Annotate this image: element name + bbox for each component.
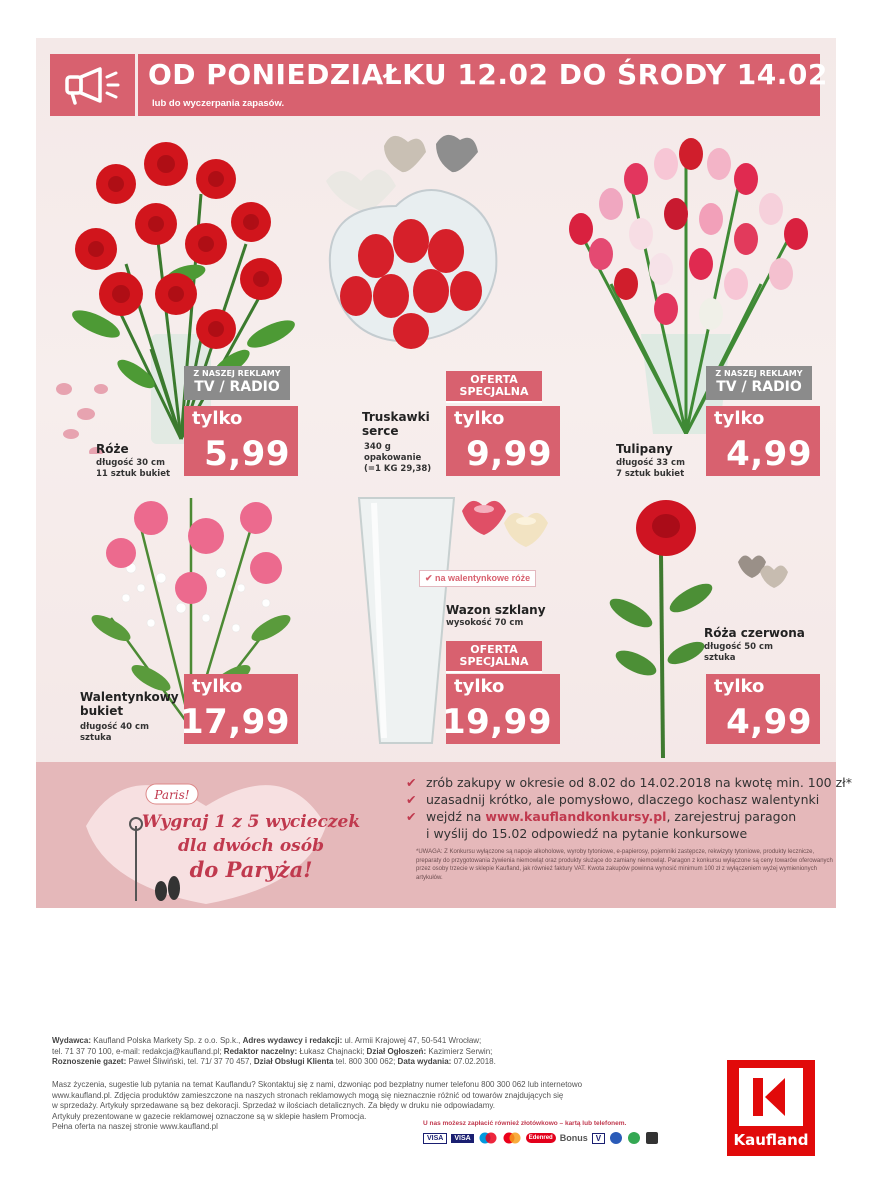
- price-value: 19,99: [441, 702, 552, 742]
- bonus-logo: Bonus: [559, 1133, 588, 1143]
- visa-logo: VISA: [423, 1133, 447, 1144]
- price-box: [179, 674, 298, 744]
- check-icon: ✔: [406, 775, 417, 790]
- price-label: tylko: [192, 408, 243, 429]
- strawberries-heart-image: [316, 126, 506, 366]
- kaufland-logo-mark: [739, 1068, 803, 1126]
- product-desc: długość 30 cm 11 sztuk bukiet: [96, 458, 171, 479]
- price-value: 5,99: [204, 434, 290, 474]
- product-name: Truskawki serce: [362, 410, 430, 438]
- megaphone-icon-box: [50, 54, 138, 116]
- product-name: Róże: [96, 442, 129, 456]
- price-label: tylko: [454, 408, 505, 429]
- payment-methods: [423, 1120, 708, 1160]
- product-desc: wysokość 70 cm: [446, 618, 524, 628]
- check-icon: ✔: [406, 809, 417, 824]
- v-pay-logo: V: [592, 1133, 605, 1144]
- payment-note: U nas możesz zapłacić również złotówkowo – kartą lub telefonem.: [423, 1120, 627, 1127]
- contest-rules: [406, 774, 852, 842]
- product-desc: długość 33 cm 7 sztuk bukiet: [616, 458, 685, 479]
- heart-candles-image: [454, 493, 554, 548]
- promo-dates-title: OD PONIEDZIAŁKU 12.02 DO ŚRODY 14.02: [148, 58, 828, 91]
- promo-dates-subtitle: lub do wyczerpania zapasów.: [152, 98, 285, 109]
- list-item: i wyślij do 15.02 odpowiedź na pytanie konkursowe: [426, 826, 748, 841]
- valentine-roses-note: ✔ na walentynkowe róże: [419, 570, 536, 587]
- kaufland-logo: [727, 1060, 815, 1156]
- product-name: Walentynkowy bukiet: [80, 690, 179, 718]
- price-box: [706, 406, 820, 476]
- price-box: [706, 674, 820, 744]
- price-box: [441, 674, 560, 744]
- mastercard-logo: [502, 1132, 522, 1144]
- contest-heading: Wygraj 1 z 5 wycieczek dla dwóch osób do Paryża!: [141, 812, 361, 882]
- megaphone-icon: [64, 65, 122, 105]
- product-desc: długość 40 cm sztuka: [80, 722, 149, 743]
- contest-fine-print: *UWAGA: Z Konkursu wyłączone są napoje alkoholowe, wyroby tytoniowe, e-papierosy, pojemniki zastępcze, rekwizyty tytoniowe, produkty lecznicze, preparaty do przygotowania żywienia niemowląt oraz produkty służące do zamiany niemowląt. Paragon z konkursu wyłączone są ceny towarów oferowanych przez osoby trzecie w sklepie Kaufland, jak również faktury VAT. Kwota zakupów powinna wynosić minimum 100 zł z wyłączeniem wyżej wymienionych artykułów.: [416, 849, 833, 881]
- stone-hearts-image: [734, 550, 796, 590]
- price-label: tylko: [192, 676, 243, 697]
- visa-logo: VISA: [451, 1134, 473, 1143]
- imprint: Wydawca: Kaufland Polska Markety Sp. z o.o. Sp.k., Adres wydawcy i redakcji: ul. Armii Krajowej 47, 50-541 Wrocław; tel. 71 37 70 100, e-mail: redakcja@kaufland.pl; Redaktor naczelny: Łukasz Chajnacki; Dział Ogłoszeń: Kazimierz Serwin; Roznoszenie gazet: Paweł Śliwiński, tel. 71/ 37 70 457, Dział Obsługi Klienta tel. 800 300 062; Data wydania: 07.02.2018.: [52, 1036, 496, 1066]
- product-name: Tulipany: [616, 442, 673, 456]
- sodexo-logo: [609, 1131, 623, 1145]
- price-box: [184, 406, 298, 476]
- paris-badge: Paris!: [154, 788, 190, 802]
- edenred-logo: Edenred: [526, 1133, 556, 1143]
- price-label: tylko: [714, 408, 765, 429]
- price-label: tylko: [454, 676, 505, 697]
- price-value: 17,99: [179, 702, 290, 742]
- kaufland-wordmark: Kaufland: [733, 1131, 809, 1149]
- header-banner: [50, 54, 828, 116]
- product-desc: 340 g opakowanie (=1 KG 29,38): [364, 442, 432, 474]
- kaufland-k-icon: [739, 1068, 803, 1126]
- tv-radio-tag: Z NASZEJ REKLAMY TV / RADIO: [184, 366, 290, 400]
- contest-url-link[interactable]: www.kauflandkonkursy.pl: [485, 809, 667, 824]
- apple-pay-logo: [645, 1131, 659, 1145]
- payment-logos: [423, 1131, 708, 1145]
- price-value: 9,99: [466, 434, 552, 474]
- product-name: Róża czerwona: [704, 626, 805, 640]
- list-item: ✔ wejdź na www.kauflandkonkursy.pl, zarejestruj paragon: [406, 809, 797, 824]
- special-offer-tag: OFERTA SPECJALNA: [446, 371, 542, 403]
- list-item: ✔ uzasadnij krótko, ale pomysłowo, dlaczego kochasz walentynki: [406, 792, 820, 807]
- customer-info: Masz życzenia, sugestie lub pytania na temat Kauflandu? Skontaktuj się z nami, dzwoniąc pod bezpłatny numer telefonu 800 300 062 lub internetowo www.kaufland.pl. Zdjęcia produktów zamieszczone na naszych stronach reklamowych mogą się nieznacznie różnić od towarów znajdujących się w sprzedaży. Artykuły sprzedawane są bez dekoracji. Sprzedaż w ilościach detalicznych. Za błędy w druku nie odpowiadamy. Artykuły prezentowane w gazecie reklamowej oznaczone są w sklepie hasłem Promocja. Pełna oferta na naszej stronie www.kaufland.pl: [52, 1080, 583, 1131]
- product-desc: długość 50 cm sztuka: [704, 642, 773, 663]
- tv-radio-tag: Z NASZEJ REKLAMY TV / RADIO: [706, 366, 812, 400]
- product-name: Wazon szklany: [446, 603, 546, 617]
- list-item: ✔ zrób zakupy w okresie od 8.02 do 14.02.2018 na kwotę min. 100 zł*: [406, 775, 852, 790]
- google-pay-logo: [627, 1131, 641, 1145]
- price-value: 4,99: [726, 434, 812, 474]
- price-label: tylko: [714, 676, 765, 697]
- contest-section: [36, 762, 852, 908]
- special-offer-tag: OFERTA SPECJALNA: [446, 641, 542, 673]
- maestro-logo: [478, 1132, 498, 1144]
- price-value: 4,99: [726, 702, 812, 742]
- check-icon: ✔: [406, 792, 417, 807]
